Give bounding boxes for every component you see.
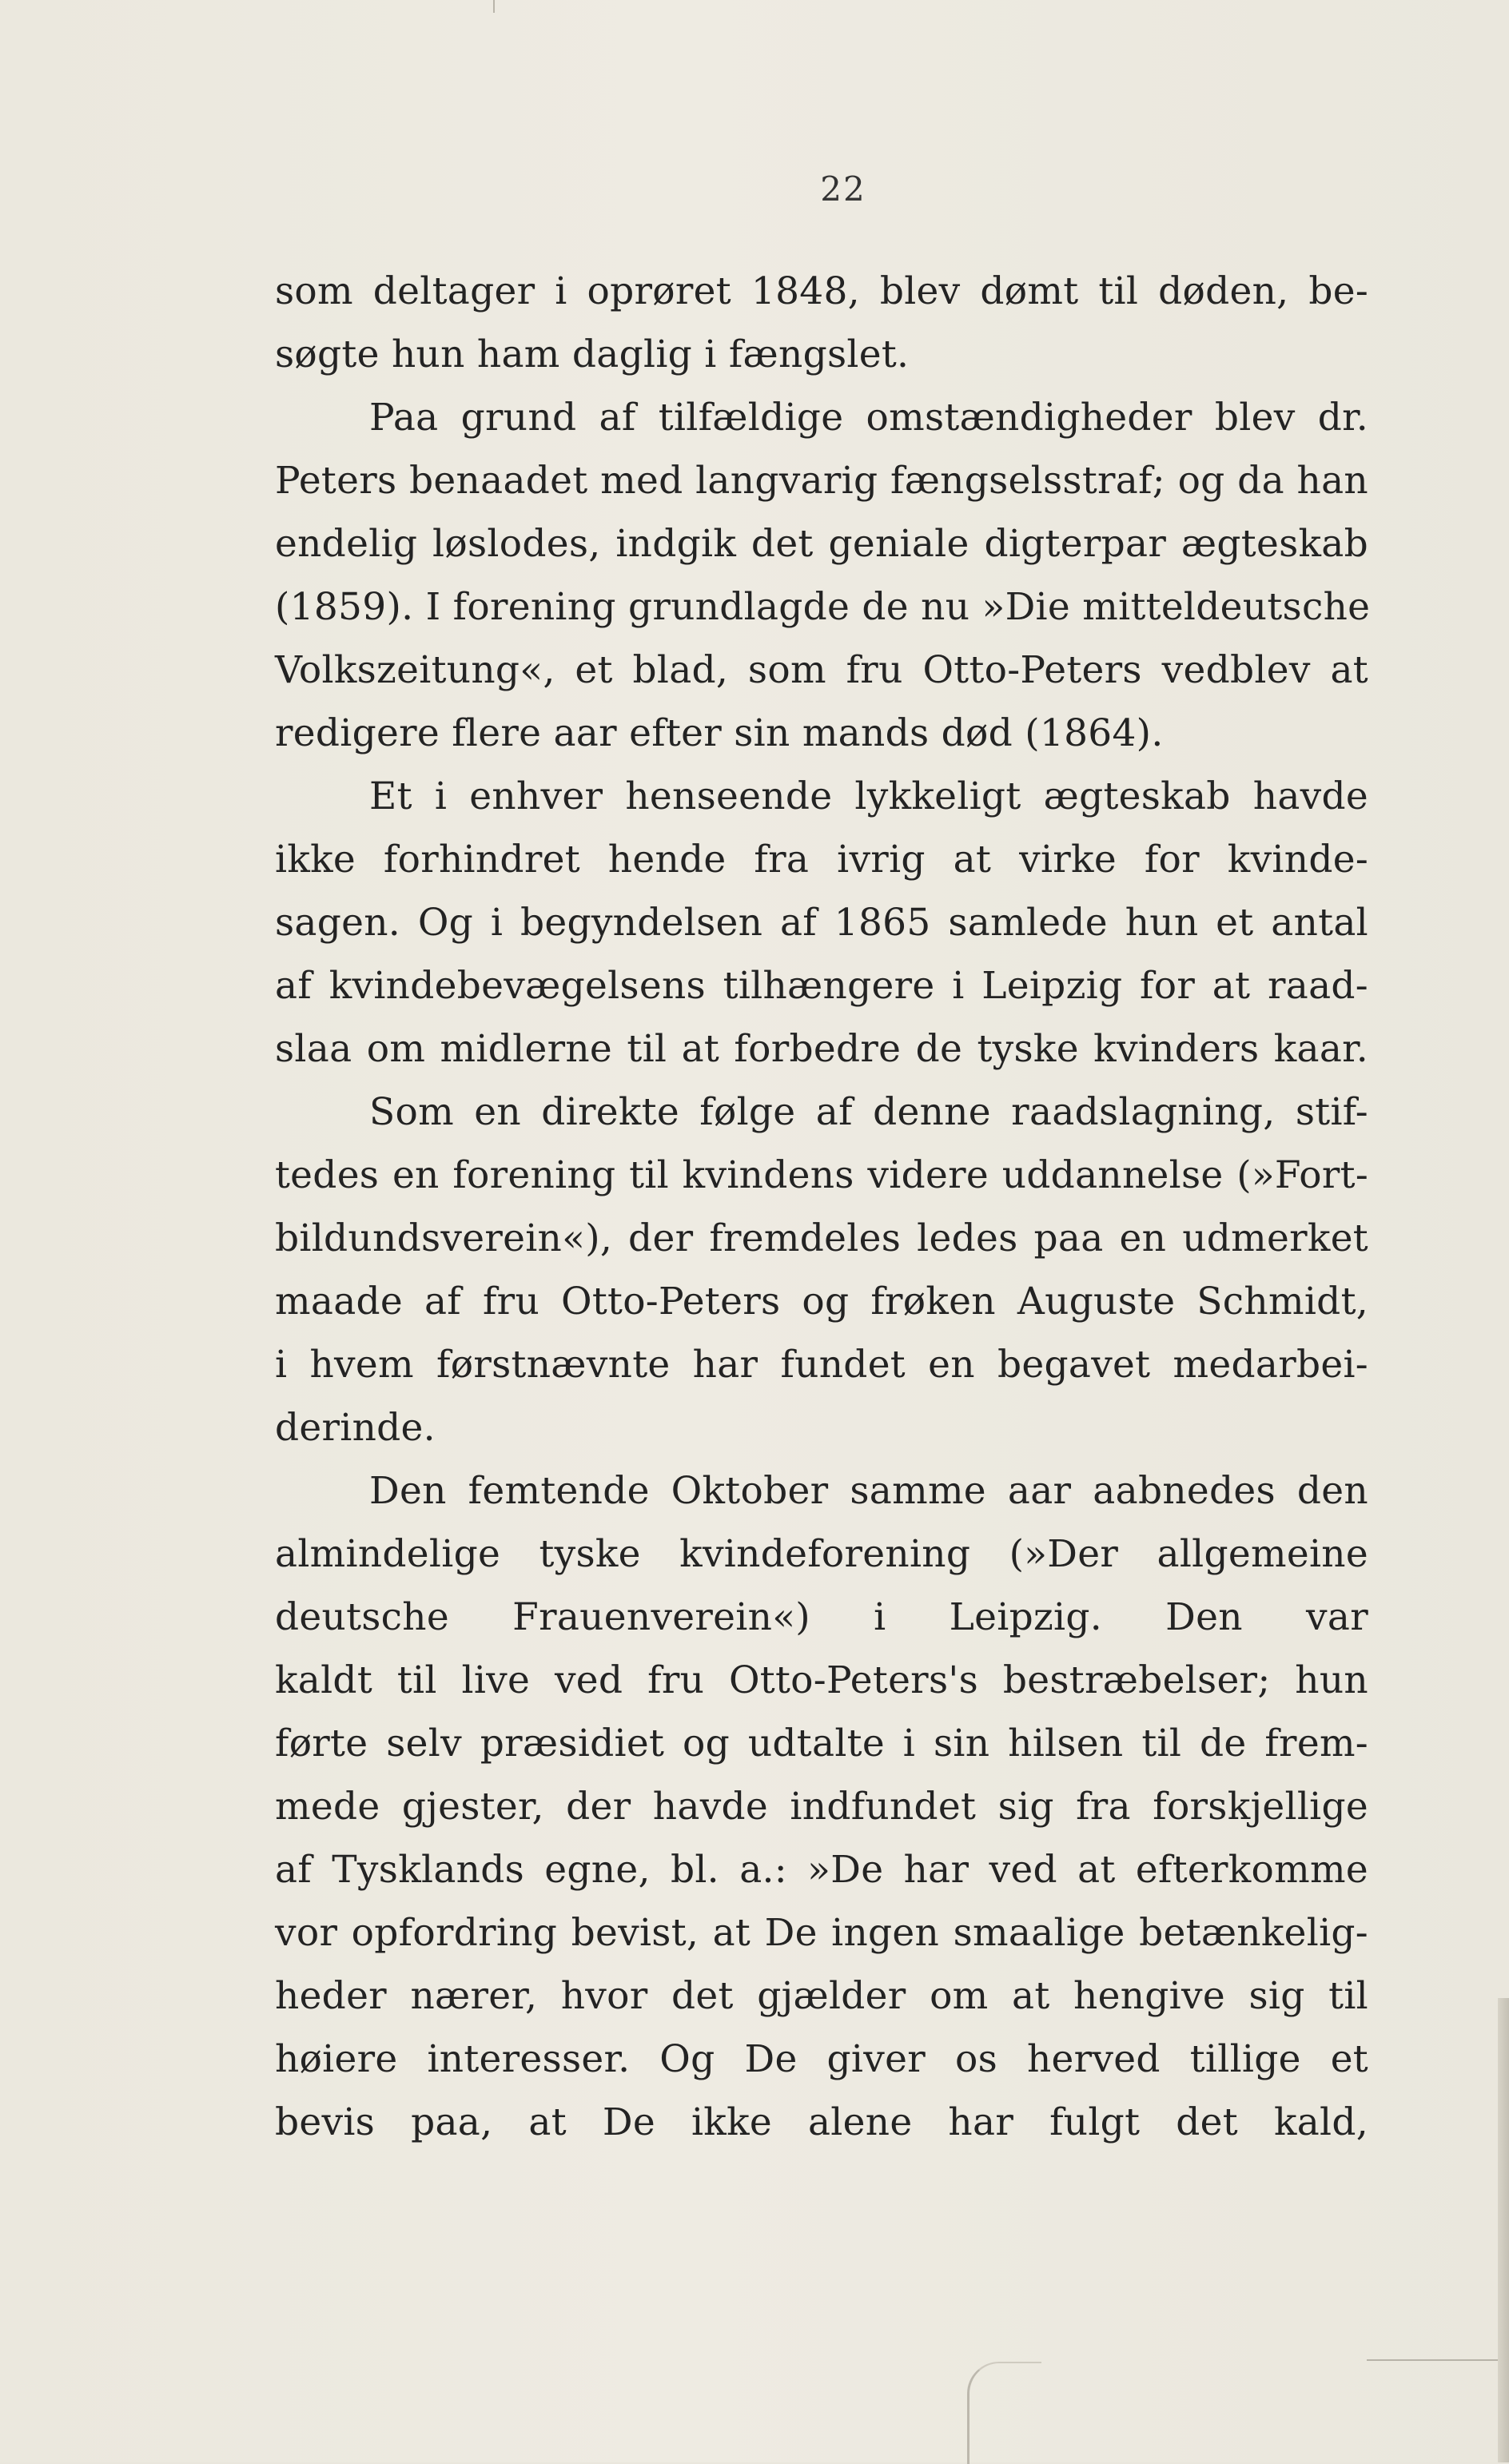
text-line: deutsche Frauenverein«) i Leipzig. Den var [275, 1595, 1368, 1639]
text-line: bildundsverein«), der fremdeles ledes paa en udmerket [275, 1216, 1368, 1260]
text-line: af kvindebevægelsens tilhængere i Leipzig for at raad- [275, 964, 1368, 1008]
text-line: maade af fru Otto-Peters og frøken Auguste Schmidt, [275, 1280, 1368, 1324]
body-text [275, 260, 1371, 2154]
text-line: ikke forhindret hende fra ivrig at virke for kvinde- [275, 838, 1368, 882]
page-edge-shadow [1498, 1998, 1509, 2462]
text-line: som deltager i oprøret 1848, blev dømt til døden, be- [275, 269, 1368, 313]
text-line: Som en direkte følge af denne raadslagning, stif- [369, 1090, 1368, 1134]
text-line: søgte hun ham daglig i fængslet. [275, 332, 910, 376]
text-line: almindelige tyske kvindeforening (»Der allgemeine [275, 1532, 1368, 1576]
text-line: høiere interesser. Og De giver os herved tillige et [275, 2037, 1368, 2081]
text-line: derinde. [275, 1406, 436, 1450]
text-line: Paa grund af tilfældige omstændigheder blev dr. [369, 396, 1368, 440]
text-line: heder nærer, hvor det gjælder om at hengive sig til [275, 1974, 1368, 2018]
text-line: Den femtende Oktober samme aar aabnedes den [369, 1469, 1368, 1513]
text-line: vor opfordring bevist, at De ingen smaalige betænkelig- [275, 1911, 1368, 1955]
text-line: af Tysklands egne, bl. a.: »De har ved at efterkomme [275, 1848, 1368, 1892]
scan-edge-mark [967, 2362, 1041, 2464]
text-line: Peters benaadet med langvarig fængselsstraf; og da han [275, 459, 1368, 503]
text-line: mede gjester, der havde indfundet sig fra forskjellige [275, 1785, 1368, 1829]
text-line: tedes en forening til kvindens videre uddannelse (»Fort- [275, 1153, 1368, 1197]
text-line: (1859). I forening grundlagde de nu »Die mitteldeutsche [275, 585, 1371, 629]
page-number: 22 [820, 169, 866, 209]
text-line: endelig løslodes, indgik det geniale digterpar ægteskab [275, 522, 1368, 566]
text-line: førte selv præsidiet og udtalte i sin hilsen til de frem- [275, 1722, 1368, 1765]
text-line: i hvem førstnævnte har fundet en begavet medarbei- [275, 1343, 1368, 1387]
text-line: kaldt til live ved fru Otto-Peters's bestræbelser; hun [275, 1658, 1368, 1702]
text-line: sagen. Og i begyndelsen af 1865 samlede hun et antal [275, 901, 1368, 945]
scan-edge-line [1367, 2359, 1509, 2361]
text-line: Et i enhver henseende lykkeligt ægteskab havde [369, 774, 1368, 818]
text-line: bevis paa, at De ikke alene har fulgt det kald, [275, 2100, 1368, 2144]
text-line: slaa om midlerne til at forbedre de tyske kvinders kaar. [275, 1027, 1368, 1071]
text-line: Volkszeitung«, et blad, som fru Otto-Peters vedblev at [275, 648, 1368, 692]
text-line: redigere flere aar efter sin mands død (1864). [275, 711, 1164, 755]
scan-mark-top [493, 0, 495, 13]
